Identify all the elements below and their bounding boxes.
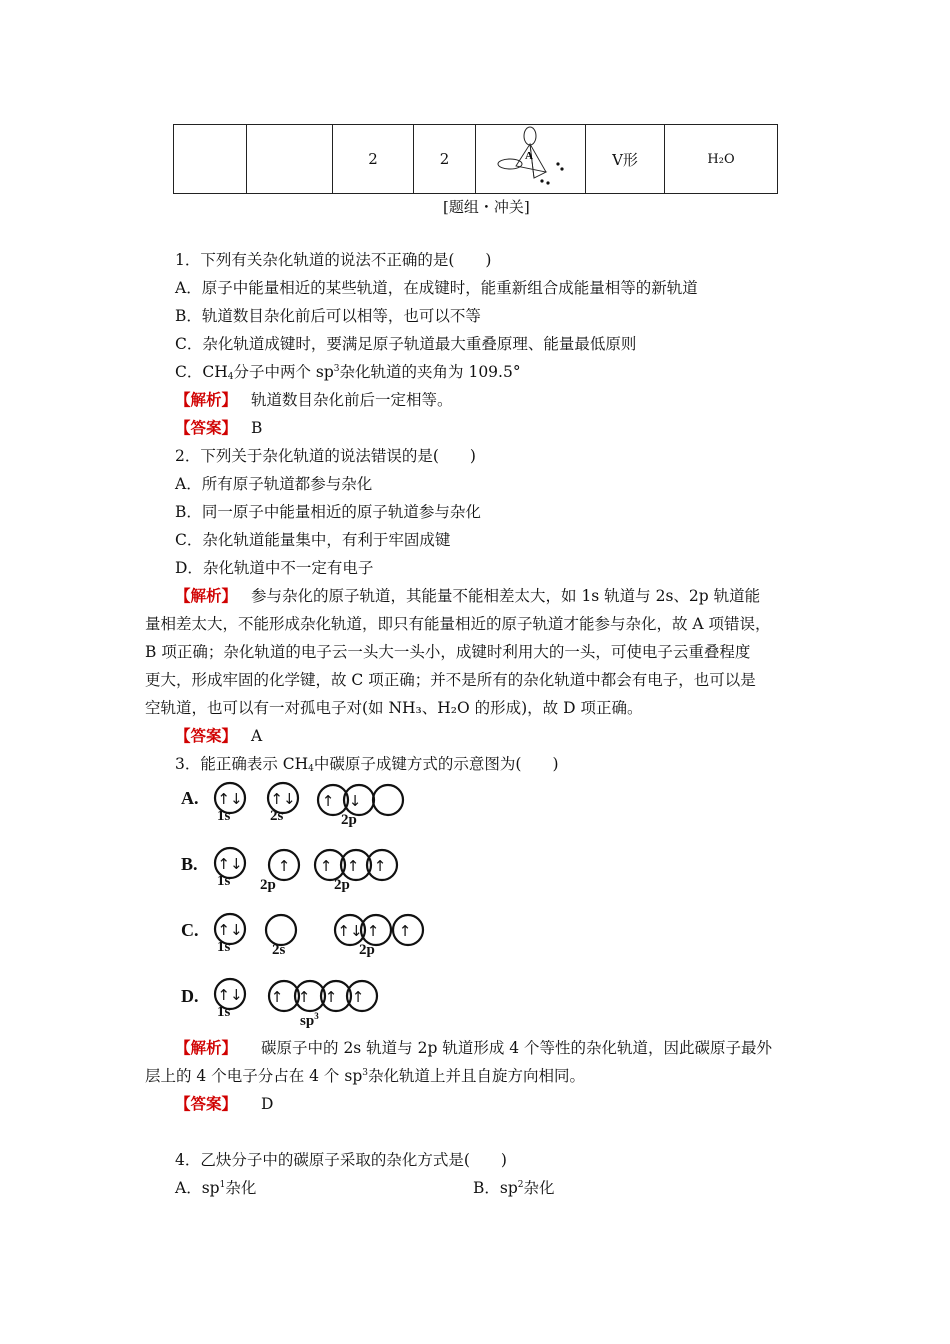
q1-option-b: B．轨道数目杂化前后可以相等，也可以不等 <box>175 307 481 325</box>
superscript: 3 <box>362 1068 368 1078</box>
analysis-text: 层上的 4 个电子分占在 4 个 sp <box>145 1067 363 1085</box>
center-atom-label: A <box>524 150 533 162</box>
analysis-text: 轨道数目杂化前后一定相等。 <box>251 391 453 409</box>
q2-analysis-line5: 空轨道，也可以有一对孤电子对(如 NH₃、H₂O 的形成)，故 D 项正确。 <box>145 699 643 717</box>
orbital-label: 2p <box>334 877 350 893</box>
table-cell: 2 <box>414 125 476 194</box>
tetrahedral-orbital-figure <box>478 126 584 192</box>
q1-d-text: 杂化轨道的夹角为 109.5° <box>339 363 521 381</box>
q3-option-c-letter: C. <box>181 920 199 940</box>
answer-tag: 【答案】 <box>175 418 238 437</box>
svg-text:↑: ↑ <box>297 988 311 1006</box>
orbital-label: 2s <box>272 942 286 958</box>
orbital-label: 2s <box>270 808 284 824</box>
q2-analysis-line1 <box>175 584 760 606</box>
superscript: 2 <box>517 1180 524 1190</box>
q2-analysis-line2: 量相差太大，不能形成杂化轨道，即只有能量相近的原子轨道才能参与杂化，故 A 项错误， <box>145 615 771 633</box>
answer-tag: 【答案】 <box>175 726 238 745</box>
analysis-text: 参与杂化的原子轨道，其能量不能相差太大，如 1s 轨道与 2s、2p 轨道能 <box>251 587 761 605</box>
table-cell: H₂O <box>665 125 778 194</box>
q1-option-c: C．杂化轨道成键时，要满足原子轨道最大重叠原理、能量最低原则 <box>175 335 637 353</box>
answer-tag: 【答案】 <box>175 1094 238 1113</box>
table-row <box>174 125 778 194</box>
orbital-label: 1s <box>217 808 231 824</box>
svg-text:↑↓: ↑↓ <box>270 790 296 808</box>
q2-option-c: C．杂化轨道能量集中，有利于牢固成键 <box>175 531 451 549</box>
svg-text:↑: ↑ <box>366 922 380 940</box>
q4-option-a <box>175 1176 256 1198</box>
analysis-tag: 【解析】 <box>175 1038 238 1057</box>
answer-text: D <box>261 1095 274 1113</box>
q1-d-text: 分子中两个 sp <box>233 363 334 381</box>
q3-stem-text: 中碳原子成键方式的示意图为( ) <box>313 755 559 773</box>
svg-text:↑: ↑ <box>346 857 360 875</box>
svg-text:↑: ↑ <box>373 857 387 875</box>
q1-option-d <box>175 360 521 382</box>
svg-text:↑↓: ↑↓ <box>217 790 243 808</box>
svg-text:↑: ↑ <box>351 988 365 1006</box>
q2-analysis-line3: B 项正确；杂化轨道的电子云一头大一头小，成键时利用大的一头，可使电子云重叠程度 <box>145 643 751 661</box>
q1-option-a: A．原子中能量相近的某些轨道，在成键时，能重新组合成能量相等的新轨道 <box>175 279 698 297</box>
q3-analysis-line1 <box>175 1036 772 1058</box>
q3-option-a-letter: A. <box>181 788 199 808</box>
svg-text:↑: ↑ <box>398 922 412 940</box>
orbital-diagrams <box>200 775 440 1035</box>
q2-analysis-line4: 更大，形成牢固的化学键，故 C 项正确；并不是所有的杂化轨道中都会有电子，也可以是 <box>145 671 756 689</box>
q1-answer <box>175 416 262 438</box>
superscript: 1 <box>219 1180 226 1190</box>
table-cell: V形 <box>586 125 665 194</box>
q1-stem: 1．下列有关杂化轨道的说法不正确的是( ) <box>175 251 492 269</box>
table-cell <box>174 125 247 194</box>
analysis-text: 碳原子中的 2s 轨道与 2p 轨道形成 4 个等性的杂化轨道，因此碳原子最外 <box>261 1039 773 1057</box>
answer-text: B <box>251 419 263 437</box>
q3-answer <box>175 1092 273 1114</box>
q3-stem <box>175 752 559 774</box>
orbital-label: 1s <box>217 939 231 955</box>
q4-stem: 4．乙炔分子中的碳原子采取的杂化方式是( ) <box>175 1151 507 1169</box>
orbital-label: 1s <box>217 1004 231 1020</box>
svg-text:↓: ↓ <box>348 792 362 810</box>
svg-text:↑↓: ↑↓ <box>217 855 243 873</box>
svg-text:↑↓: ↑↓ <box>337 922 363 940</box>
orbital-label: 2p <box>260 877 276 893</box>
q1-analysis <box>175 388 453 410</box>
table-cell <box>247 125 333 194</box>
subscript: 4 <box>227 372 234 382</box>
orbital-label: 1s <box>217 873 231 889</box>
answer-text: A <box>251 727 263 745</box>
q4-option-b <box>473 1176 555 1198</box>
superscript: 3 <box>333 364 340 374</box>
svg-text:↑: ↑ <box>324 988 338 1006</box>
option-text: B．sp <box>473 1179 518 1197</box>
q3-stem-text: 3．能正确表示 CH <box>175 755 309 773</box>
svg-text:↑: ↑ <box>319 857 333 875</box>
option-text: 杂化 <box>523 1179 555 1197</box>
analysis-tag: 【解析】 <box>175 390 238 409</box>
structure-table <box>173 124 778 194</box>
q2-option-d: D．杂化轨道中不一定有电子 <box>175 559 374 577</box>
q2-stem: 2．下列关于杂化轨道的说法错误的是( ) <box>175 447 476 465</box>
subscript: 4 <box>308 764 314 774</box>
q3-analysis-line2 <box>145 1064 585 1086</box>
analysis-tag: 【解析】 <box>175 586 238 605</box>
q2-answer <box>175 724 262 746</box>
analysis-text: 杂化轨道上并且自旋方向相同。 <box>367 1067 585 1085</box>
orbital-label <box>300 1011 319 1030</box>
svg-text:↑↓: ↑↓ <box>217 986 243 1004</box>
orbital-label: 2p <box>359 942 375 958</box>
superscript: 3 <box>314 1011 319 1021</box>
svg-text:↑: ↑ <box>277 857 291 875</box>
table-cell: 2 <box>333 125 414 194</box>
q2-option-b: B．同一原子中能量相近的原子轨道参与杂化 <box>175 503 481 521</box>
q2-option-a: A．所有原子轨道都参与杂化 <box>175 475 373 493</box>
svg-text:↑: ↑ <box>270 988 284 1006</box>
option-text: 杂化 <box>225 1179 257 1197</box>
section-label: [题组・冲关] <box>443 198 530 216</box>
orbital-label: 2p <box>341 812 357 828</box>
svg-text:↑: ↑ <box>321 792 335 810</box>
orbital-label-text: sp <box>300 1013 315 1029</box>
option-text: A．sp <box>175 1179 220 1197</box>
q1-d-text: C．CH <box>175 363 228 381</box>
q3-option-b-letter: B. <box>181 854 198 874</box>
q3-option-d-letter: D. <box>181 986 199 1006</box>
molecule-figure-cell <box>476 125 586 194</box>
svg-text:↑↓: ↑↓ <box>217 921 243 939</box>
